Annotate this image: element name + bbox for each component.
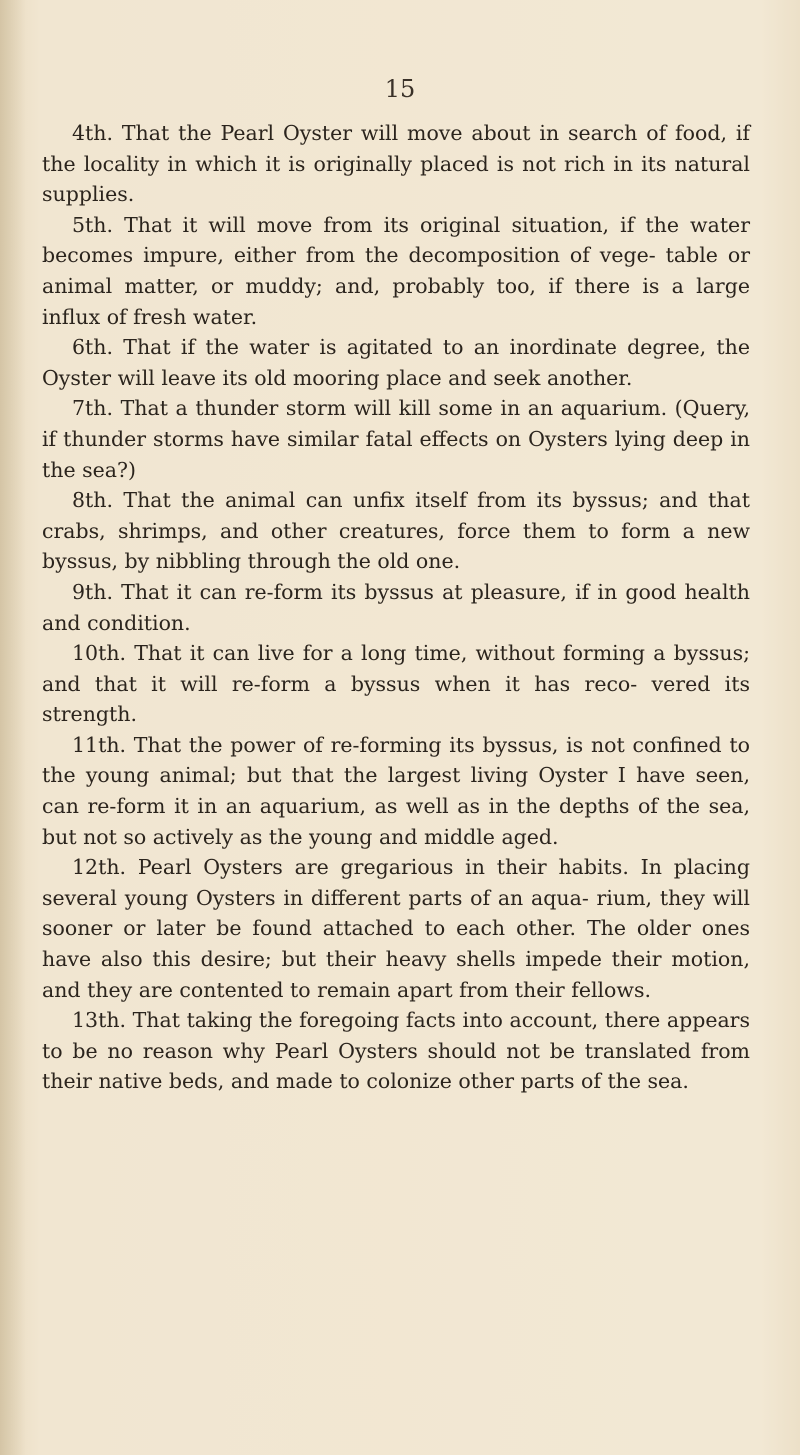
paragraph-5th: 5th. That it will move from its original situation, if the water becomes impure, either from the decomposition of vege- table or animal matter, or muddy; and, probably too, if there is a large influx of fresh water. xyxy=(42,212,750,329)
paragraph-8th: 8th. That the animal can unfix itself from its byssus; and that crabs, shrimps, and other creatures, force them to form a new byssus, by nibbling through the old one. xyxy=(42,488,750,574)
paragraph-6th: 6th. That if the water is agitated to an inordinate degree, the Oyster will leave its old mooring place and seek another. xyxy=(42,335,750,390)
body-text xyxy=(42,118,750,1097)
paragraph-9th: 9th. That it can re-form its byssus at pleasure, if in good health and condition. xyxy=(42,579,750,635)
paragraph-12th: 12th. Pearl Oysters are gregarious in their habits. In placing several young Oysters in different parts of an aqua- rium, they will sooner or later be found attached to each other. The older ones have also this desire; but their heavy shells impede their motion, and they are contented to remain apart from their fellows. xyxy=(42,855,750,1002)
paragraph-4th: 4th. That the Pearl Oyster will move about in search of food, if the locality in which it is originally placed is not rich in its natural supplies. xyxy=(42,121,750,207)
paragraph-11th: 11th. That the power of re-forming its byssus, is not confined to the young animal; but that the largest living Oyster I have seen, can re-form it in an aquarium, as well as in the depths of the sea, but not so actively as the young and middle aged. xyxy=(42,732,750,849)
paragraph-7th: 7th. That a thunder storm will kill some in an aquarium. (Query, if thunder storms have similar fatal effects on Oysters lying deep in the sea?) xyxy=(42,396,750,482)
paragraph-13th: 13th. That taking the foregoing facts into account, there appears to be no reason why Pearl Oysters should not be translated from their native beds, and made to colonize other parts of the sea. xyxy=(42,1008,750,1094)
paragraph-10th: 10th. That it can live for a long time, without forming a byssus; and that it will re-form a byssus when it has reco- vered its strength. xyxy=(42,641,750,727)
page-number: 15 xyxy=(384,75,416,103)
page-edge-shadow xyxy=(0,0,26,1455)
